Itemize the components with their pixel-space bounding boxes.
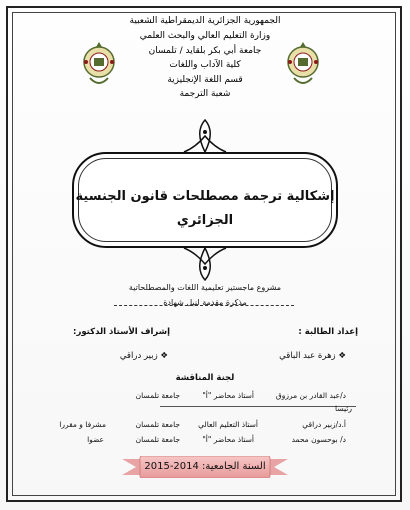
supervisor-name-text: زبير دراقي — [119, 351, 158, 361]
degree-statement: مذكرة مقدمة لنيل شهادة — [163, 298, 247, 307]
prepared-by-label: إعداد الطالبة : — [298, 327, 358, 337]
member-3-rank: أستاذ محاضر "أ" — [202, 435, 254, 444]
member-2-rank: أستاذ التعليم العالي — [198, 420, 258, 429]
member-1-rank: أستاذ محاضر "أ" — [202, 391, 254, 400]
bullet-diamond-icon: ❖ — [157, 351, 168, 361]
bottom-ornament-icon — [180, 246, 230, 282]
country-name: الجمهورية الجزائرية الديمقراطية الشعبية — [129, 16, 281, 26]
committee-title: لجنة المناقشة — [175, 373, 235, 383]
member-1-separator — [160, 406, 356, 407]
supervisor-label: إشراف الأستاذ الدكتور: — [73, 327, 170, 337]
department-name: قسم اللغة الإنجليزية — [167, 75, 243, 85]
member-3-name: د/ بوحسون محمد — [291, 435, 346, 444]
degree-dotted-line — [114, 305, 294, 306]
student-name — [279, 351, 346, 362]
supervisor-name — [120, 351, 168, 362]
university-name: جامعة أبي بكر بلقايد / تلمسان — [148, 46, 262, 56]
member-2-institution: جامعة تلمسان — [135, 420, 180, 429]
member-3-institution: جامعة تلمسان — [135, 435, 180, 444]
member-1-role: رئيسا — [335, 404, 352, 413]
project-name: مشروع ماجستير تعليمية اللغات والمصطلحاتية — [128, 283, 282, 292]
member-2-name: أ.د/زبير دراقي — [302, 420, 346, 429]
top-ornament-icon — [180, 118, 230, 154]
thesis-title-line-1: إشكالية ترجمة مصطلحات قانون الجنسية — [75, 189, 335, 204]
faculty-name: كلية الآداب واللغات — [169, 60, 241, 70]
member-3-role: عضوا — [87, 435, 104, 444]
branch-name: شعبة الترجمة — [179, 89, 231, 99]
member-1-institution: جامعة تلمسان — [135, 391, 180, 400]
bullet-diamond-icon: ❖ — [335, 351, 346, 361]
student-name-text: زهرة عبد الباقي — [279, 351, 336, 361]
academic-year: السنة الجامعية: 2014-2015 — [144, 461, 266, 472]
member-2-role: مشرفا و مقررا — [59, 420, 106, 429]
ministry-name: وزارة التعليم العالي والبحث العلمي — [139, 31, 271, 41]
thesis-title-line-2: الجزائري — [176, 213, 234, 228]
member-1-name: د/عبد القادر بن مرزوق — [275, 391, 346, 400]
